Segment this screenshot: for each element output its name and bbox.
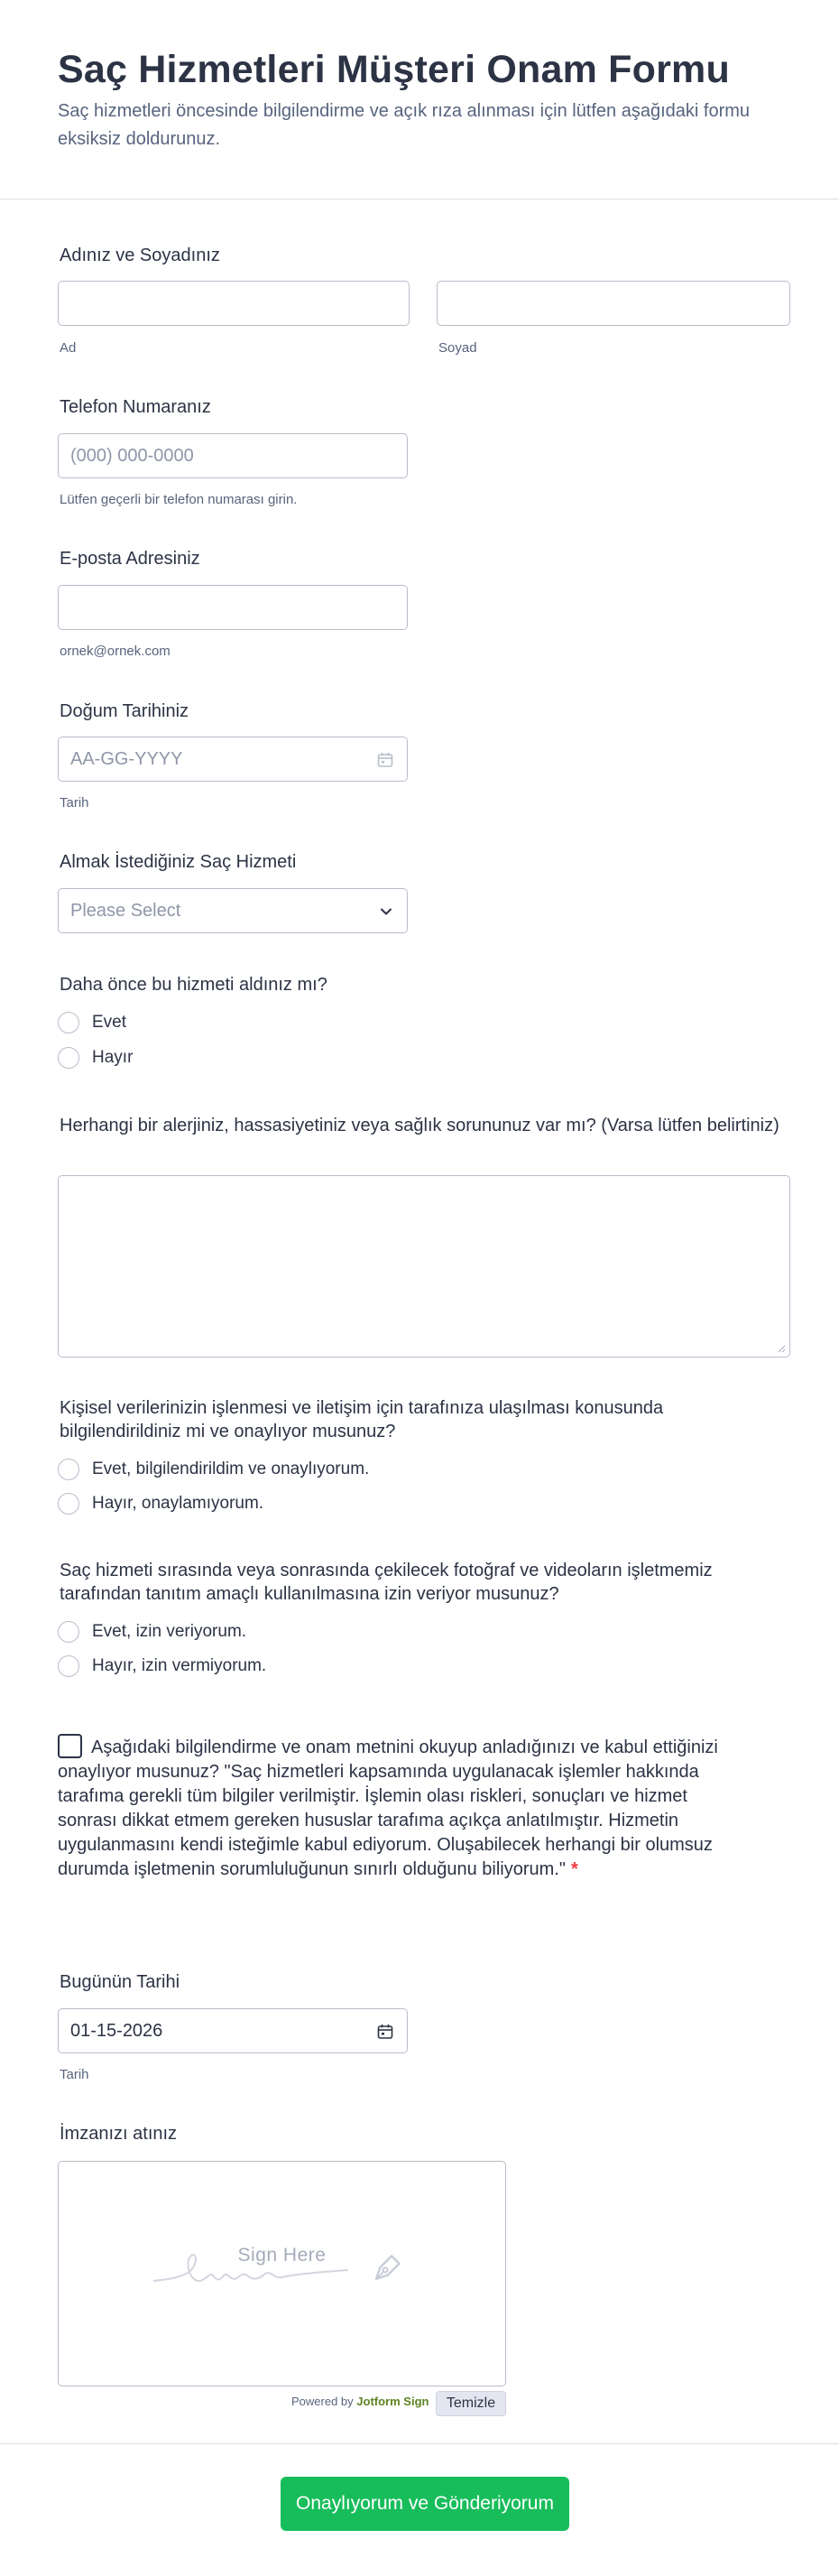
agreement-text: Aşağıdaki bilgilendirme ve onam metnini okuyup anladığınızı ve kabul ettiğinizi onaylıyor musunuz? "Saç hizmetleri kapsamında uygulanacak işlemler hakkında tarafıma gerekli tüm bilgiler verilmiştir. İşlemin olası riskleri, sonuçları ve hizmet sonrası dikkat etmem gereken hususlar tarafıma açıkça anlatılmıştır. Hizmetin uygulanmasını kendi isteğimle kabul ediyorum. Oluşabilecek herhangi bir olumsuz durumda işletmenin sorumluluğunun sınırlı olduğunu biliyorum." [58, 1737, 718, 1879]
jotform-sign-brand: Jotform Sign [356, 2395, 429, 2408]
powered-by: Powered by Jotform Sign [291, 2395, 429, 2408]
phone-input[interactable]: (000) 000-0000 [58, 433, 408, 478]
signature-pad[interactable] [58, 2161, 506, 2386]
today-date-input[interactable]: 01-15-2026 [58, 2008, 408, 2053]
resize-handle-icon[interactable] [777, 1344, 786, 1353]
radio-button[interactable] [58, 1655, 79, 1677]
radio-option-hayir[interactable]: Hayır [58, 1047, 133, 1069]
submit-button[interactable]: Onaylıyorum ve Gönderiyorum [281, 2477, 569, 2531]
radio-option-media-no[interactable]: Hayır, izin vermiyorum. [58, 1655, 266, 1677]
radio-button[interactable] [58, 1493, 79, 1515]
media-consent-label: Saç hizmeti sırasında veya sonrasında çekilecek fotoğraf ve videoların işletmemiz tarafından tanıtım amaçlı kullanılmasına izin veriyor musunuz? [60, 1561, 713, 1604]
clear-signature-button[interactable]: Temizle [436, 2391, 506, 2416]
radio-button[interactable] [58, 1459, 79, 1480]
today-label: Bugünün Tarihi [60, 1972, 180, 1992]
calendar-icon[interactable] [376, 751, 394, 769]
calendar-icon[interactable] [376, 2023, 394, 2041]
email-hint: ornek@ornek.com [60, 644, 171, 659]
chevron-down-icon [380, 905, 392, 918]
phone-hint: Lütfen geçerli bir telefon numarası girin. [60, 492, 298, 507]
agreement-checkbox[interactable] [58, 1734, 82, 1758]
radio-option-data-no[interactable]: Hayır, onaylamıyorum. [58, 1493, 263, 1515]
birthdate-input[interactable]: AA-GG-YYYY [58, 737, 408, 782]
form-header [0, 0, 839, 199]
birthdate-label: Doğum Tarihiniz [60, 701, 189, 721]
email-input[interactable] [58, 585, 408, 630]
required-mark: * [570, 1859, 578, 1879]
data-consent-label: Kişisel verilerinizin işlenmesi ve iletişim için tarafınıza ulaşılması konusunda bilgilendirildiniz mi ve onaylıyor musunuz? [60, 1398, 664, 1441]
agreement-block [58, 1734, 725, 1882]
radio-button[interactable] [58, 1012, 79, 1033]
first-name-sublabel: Ad [60, 340, 77, 356]
radio-button[interactable] [58, 1047, 79, 1069]
service-select[interactable]: Please Select [58, 888, 408, 933]
radio-option-data-yes[interactable]: Evet, bilgilendirildim ve onaylıyorum. [58, 1459, 369, 1480]
name-label: Adınız ve Soyadınız [60, 246, 220, 265]
form-description: Saç hizmetleri öncesinde bilgilendirme ve açık rıza alınması için lütfen aşağıdaki formu eksiksiz doldurunuz. [58, 101, 751, 149]
allergy-textarea[interactable] [58, 1175, 790, 1357]
first-name-input[interactable] [58, 281, 410, 326]
radio-button[interactable] [58, 1621, 79, 1643]
signature-label: İmzanızı atınız [60, 2124, 178, 2144]
form-title: Saç Hizmetleri Müşteri Onam Formu [58, 48, 730, 91]
previous-service-label: Daha önce bu hizmeti aldınız mı? [60, 975, 327, 995]
birthdate-sublabel: Tarih [60, 795, 89, 811]
sign-here-placeholder: Sign Here [237, 2245, 327, 2266]
service-label: Almak İstediğiniz Saç Hizmeti [60, 852, 297, 872]
phone-label: Telefon Numaranız [60, 397, 211, 417]
today-sublabel: Tarih [60, 2067, 89, 2082]
last-name-input[interactable] [437, 281, 790, 326]
radio-option-media-yes[interactable]: Evet, izin veriyorum. [58, 1621, 246, 1643]
email-label: E-posta Adresiniz [60, 549, 200, 569]
last-name-sublabel: Soyad [438, 340, 477, 356]
footer-divider [0, 2443, 839, 2444]
allergy-label: Herhangi bir alerjiniz, hassasiyetiniz veya sağlık sorununuz var mı? (Varsa lütfen belirtiniz) [60, 1116, 779, 1135]
radio-option-evet[interactable]: Evet [58, 1012, 126, 1033]
